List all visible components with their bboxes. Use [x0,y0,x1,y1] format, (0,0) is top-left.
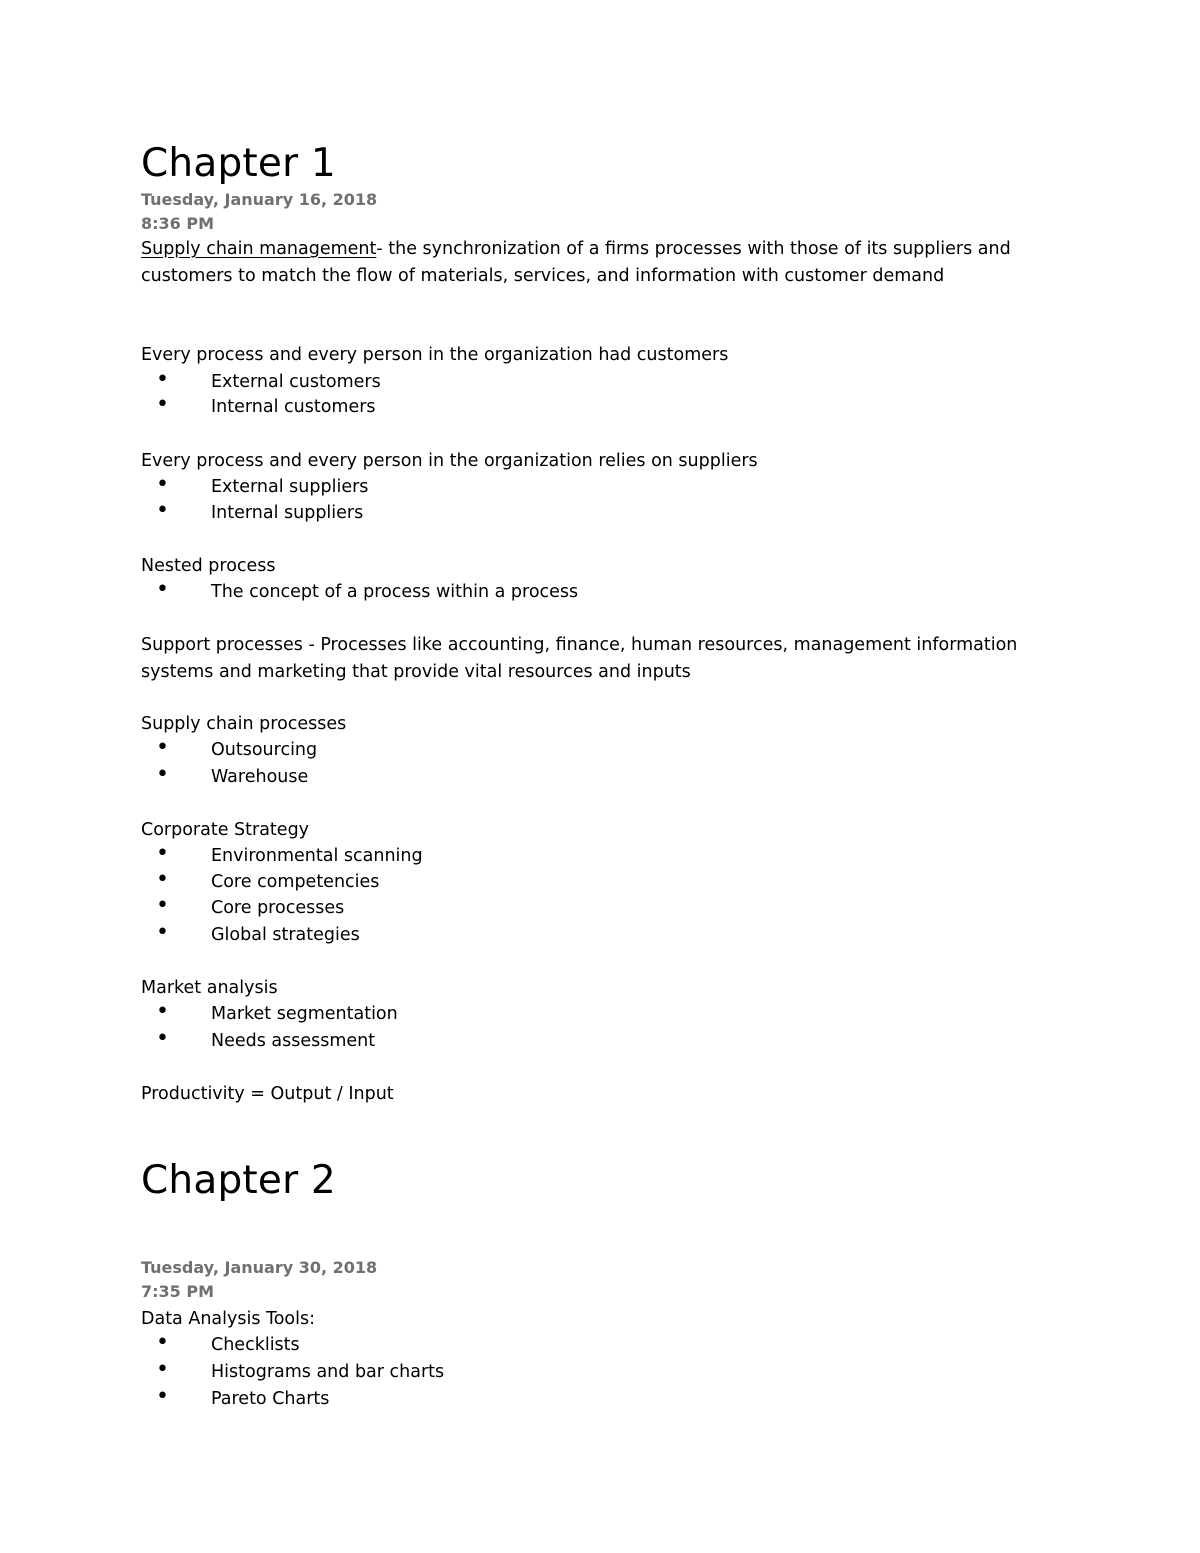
bullet-icon: • [156,920,169,945]
list-item: Market segmentation [211,1004,398,1024]
bullet-icon: • [156,498,169,523]
list-item: Histograms and bar charts [211,1362,445,1382]
list-item: Warehouse [211,767,309,787]
bullet-icon: • [156,893,169,918]
bullet-icon: • [156,841,169,866]
list-item: Core processes [211,898,345,918]
definition-text: - the synchronization of a firms processes with those of its suppliers and [376,239,1011,259]
list-item: Outsourcing [211,740,318,760]
chapter-2-time: 7:35 PM [141,1282,215,1301]
list-item: Pareto Charts [211,1389,330,1409]
definition-line-2: customers to match the flow of materials, services, and information with customer demand [141,266,945,286]
list-item: Internal customers [211,397,376,417]
nested-heading: Nested process [141,556,276,576]
list-item: The concept of a process within a process [211,582,579,602]
bullet-icon: • [156,472,169,497]
chapter-2-title: Chapter 2 [141,1158,336,1203]
bullet-icon: • [156,1026,169,1051]
chapter-1-date: Tuesday, January 16, 2018 [141,190,378,209]
list-item: Global strategies [211,925,360,945]
bullet-icon: • [156,735,169,760]
productivity-formula: Productivity = Output / Input [141,1084,394,1104]
list-item: Core competencies [211,872,380,892]
bullet-icon: • [156,762,169,787]
definition-line-1 [141,237,1011,261]
bullet-icon: • [156,999,169,1024]
bullet-icon: • [156,1357,169,1382]
definition-term: Supply chain management [141,239,377,259]
bullet-icon: • [156,367,169,392]
bullet-icon: • [156,1384,169,1409]
list-item: Needs assessment [211,1031,376,1051]
bullet-icon: • [156,392,169,417]
bullet-icon: • [156,1330,169,1355]
list-item: Internal suppliers [211,503,364,523]
suppliers-heading: Every process and every person in the organization relies on suppliers [141,451,758,471]
chapter-2-date: Tuesday, January 30, 2018 [141,1258,378,1277]
customers-heading: Every process and every person in the organization had customers [141,345,729,365]
bullet-icon: • [156,577,169,602]
market-heading: Market analysis [141,978,278,998]
corporate-heading: Corporate Strategy [141,820,310,840]
list-item: Environmental scanning [211,846,423,866]
chapter-1-time: 8:36 PM [141,214,215,233]
list-item: External customers [211,372,381,392]
chapter-1-title: Chapter 1 [141,141,336,186]
bullet-icon: • [156,867,169,892]
tools-heading: Data Analysis Tools: [141,1309,316,1329]
support-line-1: Support processes - Processes like accounting, finance, human resources, management information [141,635,1018,655]
list-item: Checklists [211,1335,300,1355]
support-line-2: systems and marketing that provide vital resources and inputs [141,662,691,682]
supply-chain-heading: Supply chain processes [141,714,347,734]
list-item: External suppliers [211,477,369,497]
